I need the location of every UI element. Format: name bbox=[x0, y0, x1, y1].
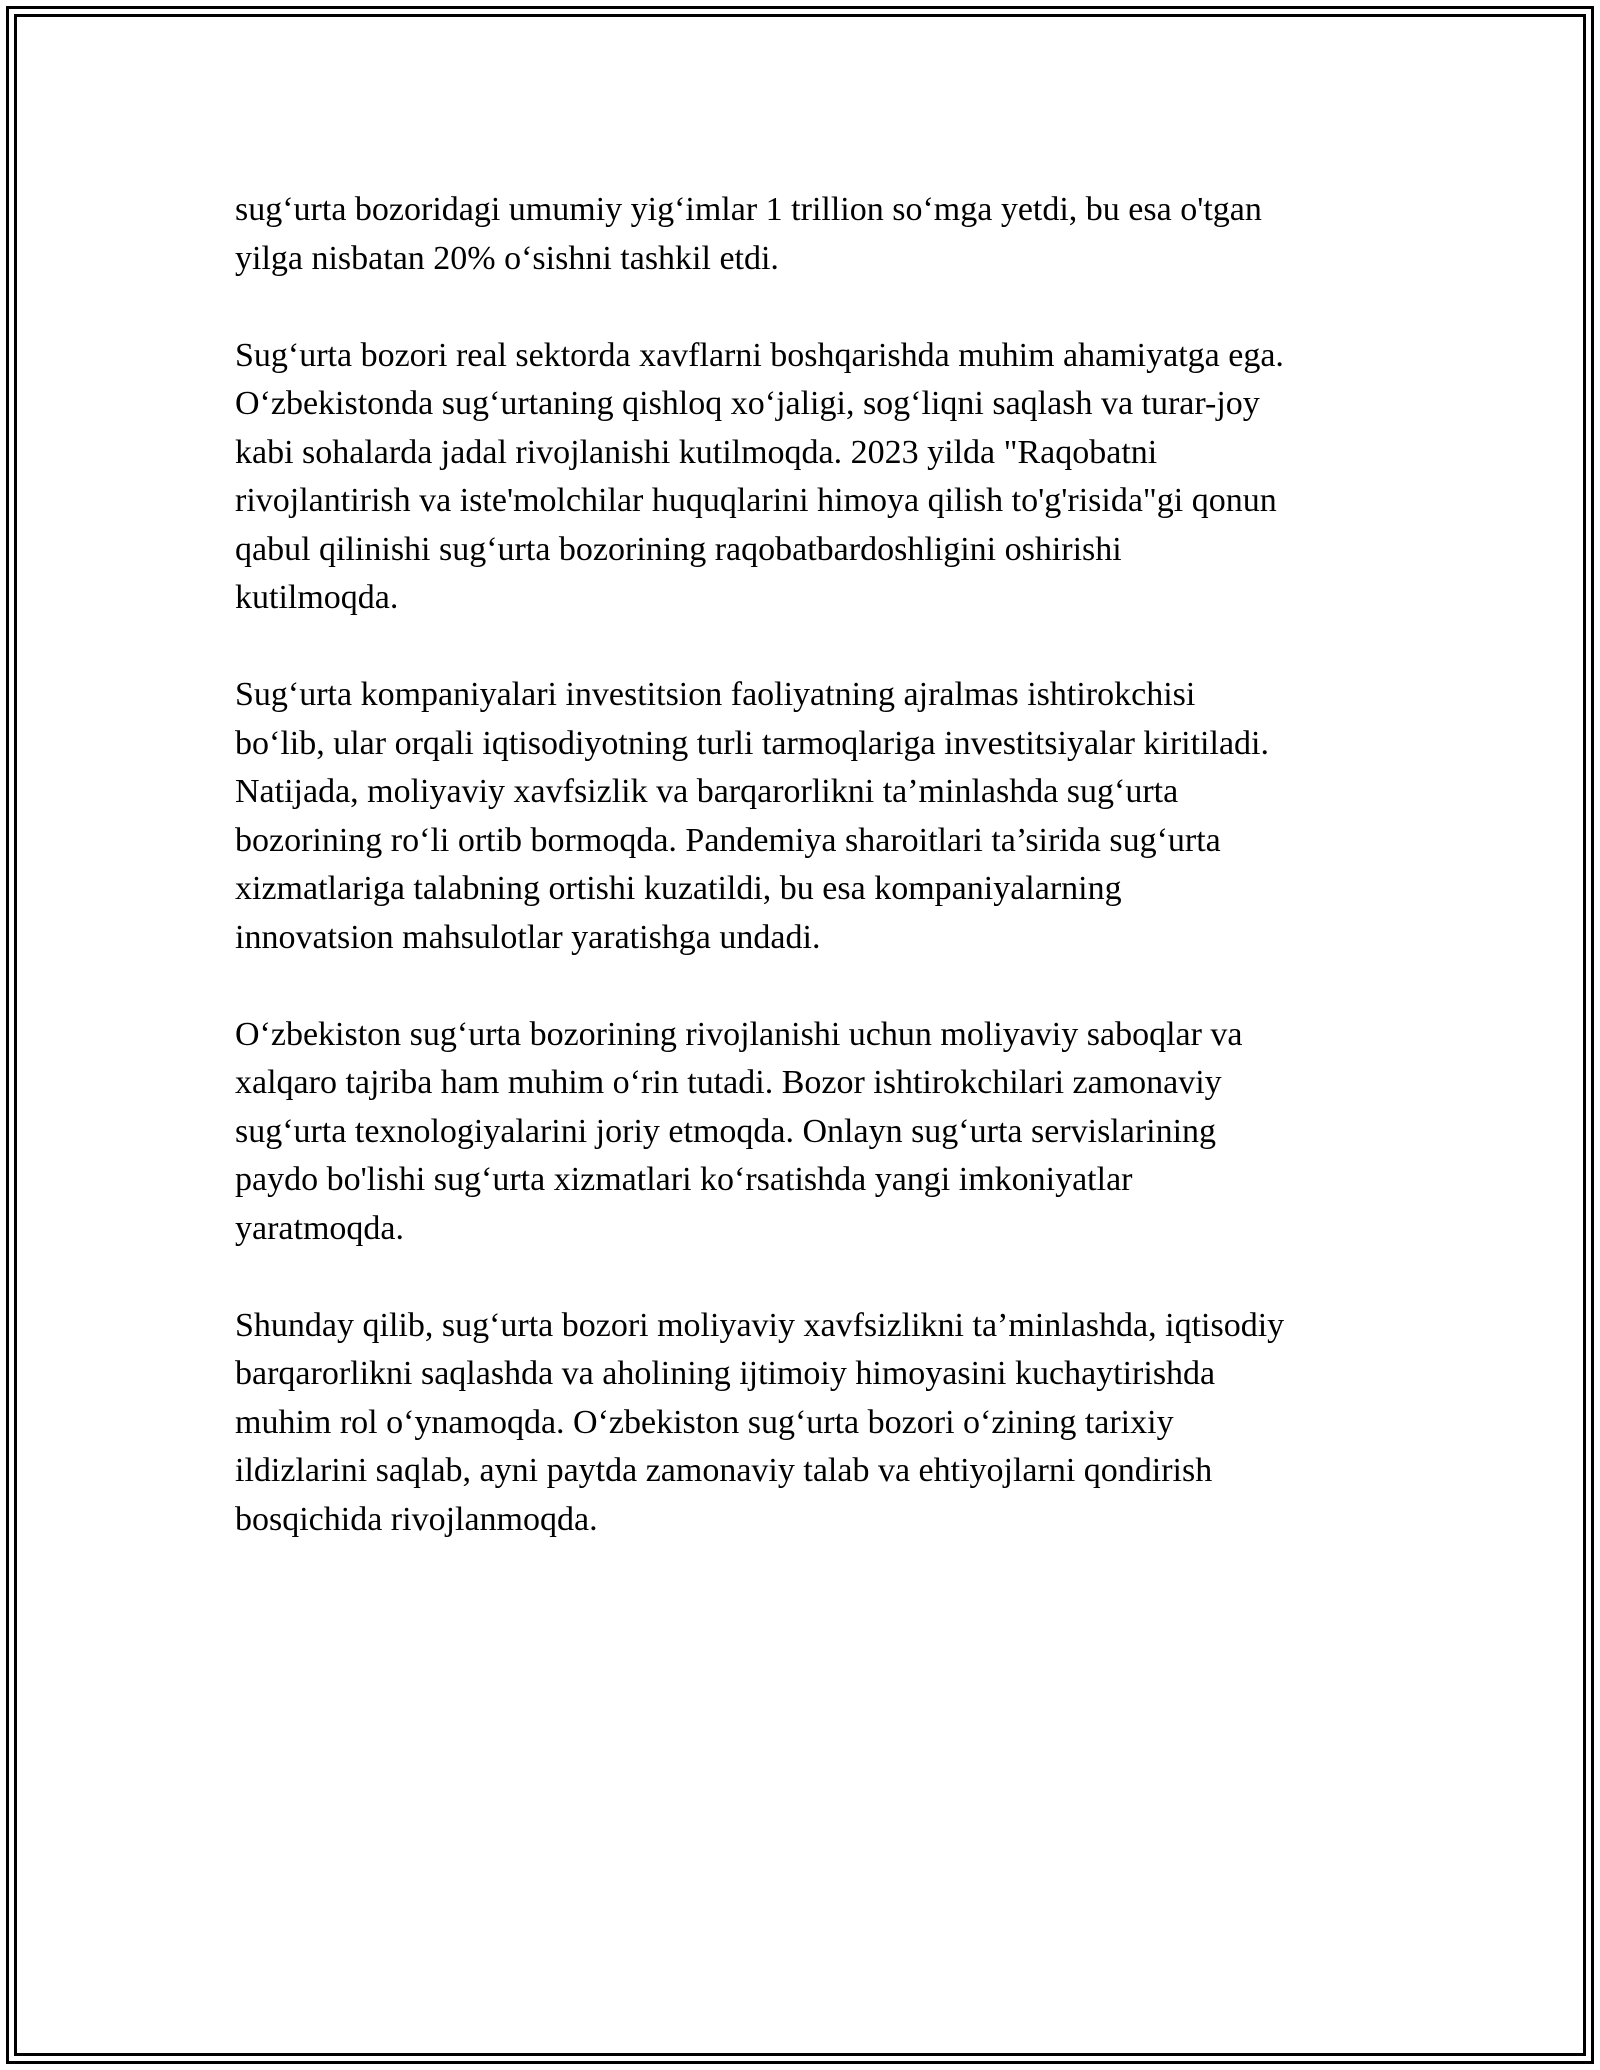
paragraph-2: Sug‘urta bozori real sektorda xavflarni boshqarishda muhim ahamiyatga ega. O‘zbekistonda sug‘urtaning qishloq xo‘jaligi, sog‘liqni saqlash va turar-joy kabi sohalarda jadal rivojlanishi kutilmoqda. 2023 yilda "Raqobatni rivojlantirish va iste'molchilar huquqlarini himoya qilish to'g'risida"gi qonun qabul qilinishi sug‘urta bozorining raqobatbardoshligini oshirishi kutilmoqda. bbox=[235, 336, 1284, 616]
paragraph-3: Sug‘urta kompaniyalari investitsion faoliyatning ajralmas ishtirokchisi bo‘lib, ular orqali iqtisodiyotning turli tarmoqlariga investitsiyalar kiritiladi. Natijada, moliyaviy xavfsizlik va barqarorlikni ta’minlashda sug‘urta bozorining ro‘li ortib bormoqda. Pandemiya sharoitlari ta’sirida sug‘urta xizmatlariga talabning ortishi kuzatildi, bu esa kompaniyalarning innovatsion mahsulotlar yaratishga undadi. bbox=[235, 676, 1269, 956]
paragraph-1: sug‘urta bozoridagi umumiy yig‘imlar 1 trillion so‘mga yetdi, bu esa o'tgan yilga nisbatan 20% o‘sishni tashkil etdi. bbox=[235, 191, 1262, 277]
document-body bbox=[235, 186, 1375, 1593]
paragraph-5: Shunday qilib, sug‘urta bozori moliyaviy xavfsizlikni ta’minlashda, iqtisodiy barqarorlikni saqlashda va aholining ijtimoiy himoyasini kuchaytirishda muhim rol o‘ynamoqda. O‘zbekiston sug‘urta bozori o‘zining tarixiy ildizlarini saqlab, ayni paytda zamonaviy talab va ehtiyojlarni qondirish bosqichida rivojlanmoqda. bbox=[235, 1306, 1285, 1538]
paragraph-4: O‘zbekiston sug‘urta bozorining rivojlanishi uchun moliyaviy saboqlar va xalqaro tajriba ham muhim o‘rin tutadi. Bozor ishtirokchilari zamonaviy sug‘urta texnologiyalarini joriy etmoqda. Onlayn sug‘urta servislarining paydo bo'lishi sug‘urta xizmatlari ko‘rsatishda yangi imkoniyatlar yaratmoqda. bbox=[235, 1015, 1243, 1247]
